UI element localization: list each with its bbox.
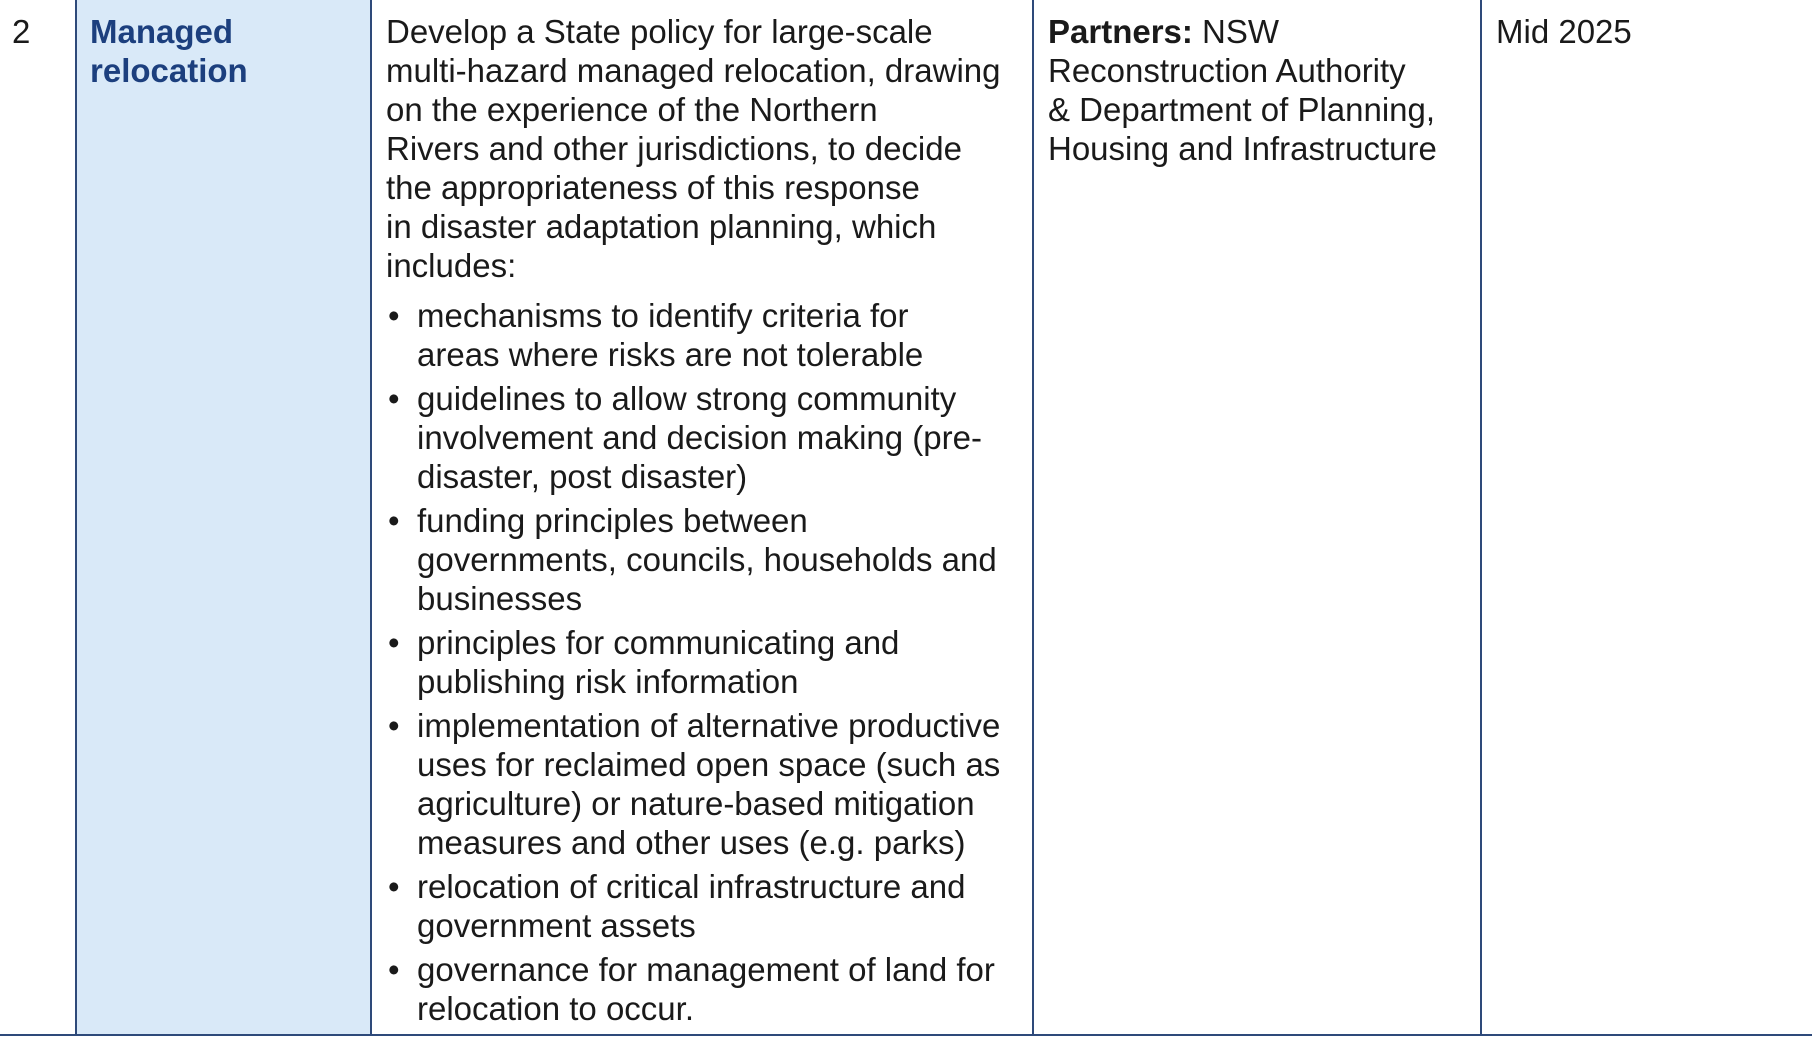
action-intro-line: the appropriateness of this response [386,169,920,206]
action-cell [372,0,1034,1034]
bullet-icon: • [388,707,400,744]
row-title-line: relocation [90,52,248,89]
bullet-line: principles for communicating and [417,624,900,661]
partners-line: Housing and Infrastructure [1048,130,1437,167]
bullet-line: funding principles between [417,502,808,539]
bullet-line: measures and other uses (e.g. parks) [417,824,966,861]
bullet-line: businesses [417,580,583,617]
partners-cell [1034,0,1482,1034]
bullet-line: agriculture) or nature-based mitigation [417,785,975,822]
bullet-icon: • [388,380,400,417]
bullet-line: implementation of alternative productive [417,707,1001,744]
bullet-line: relocation of critical infrastructure and [417,868,966,905]
bullet-line: involvement and decision making (pre- [417,419,982,456]
bullet-line: disaster, post disaster) [417,458,748,495]
row-title-line: Managed [90,13,234,50]
action-intro-line: on the experience of the Northern [386,91,878,128]
row-title-cell [75,0,372,1034]
action-intro-line: Develop a State policy for large-scale [386,13,933,50]
list-item [386,950,1022,1028]
action-intro [386,12,1022,285]
partners-first-line [1048,12,1470,51]
bullet-line: publishing risk information [417,663,799,700]
bullet-icon: • [388,502,400,539]
list-item [386,296,1022,374]
list-item [386,501,1022,618]
partners-label: Partners: [1048,13,1193,50]
list-item [386,623,1022,701]
timing-cell [1482,0,1812,1034]
bullet-line: uses for reclaimed open space (such as [417,746,1001,783]
bullet-line: governance for management of land for [417,951,995,988]
partners-first-line-text: NSW [1192,13,1280,50]
list-item [386,379,1022,496]
list-item [386,867,1022,945]
action-intro-line: includes: [386,247,517,284]
action-intro-line: in disaster adaptation planning, which [386,208,937,245]
list-item [386,706,1022,862]
partners-line: Reconstruction Authority [1048,52,1406,89]
row-number-cell [0,0,75,1034]
bullet-icon: • [388,868,400,905]
action-bullet-list [386,296,1022,1028]
bullet-icon: • [388,624,400,661]
bullet-line: mechanisms to identify criteria for [417,297,909,334]
timing-text: Mid 2025 [1496,13,1632,50]
action-intro-line: multi-hazard managed relocation, drawing [386,52,1001,89]
partners-line: & Department of Planning, [1048,91,1436,128]
bullet-line: governments, councils, households and [417,541,997,578]
bullet-icon: • [388,297,400,334]
bullet-line: guidelines to allow strong community [417,380,957,417]
action-intro-line: Rivers and other jurisdictions, to decide [386,130,962,167]
bullet-line: areas where risks are not tolerable [417,336,924,373]
bullet-line: relocation to occur. [417,990,694,1027]
row-number: 2 [12,13,31,50]
bullet-icon: • [388,951,400,988]
bullet-line: government assets [417,907,696,944]
